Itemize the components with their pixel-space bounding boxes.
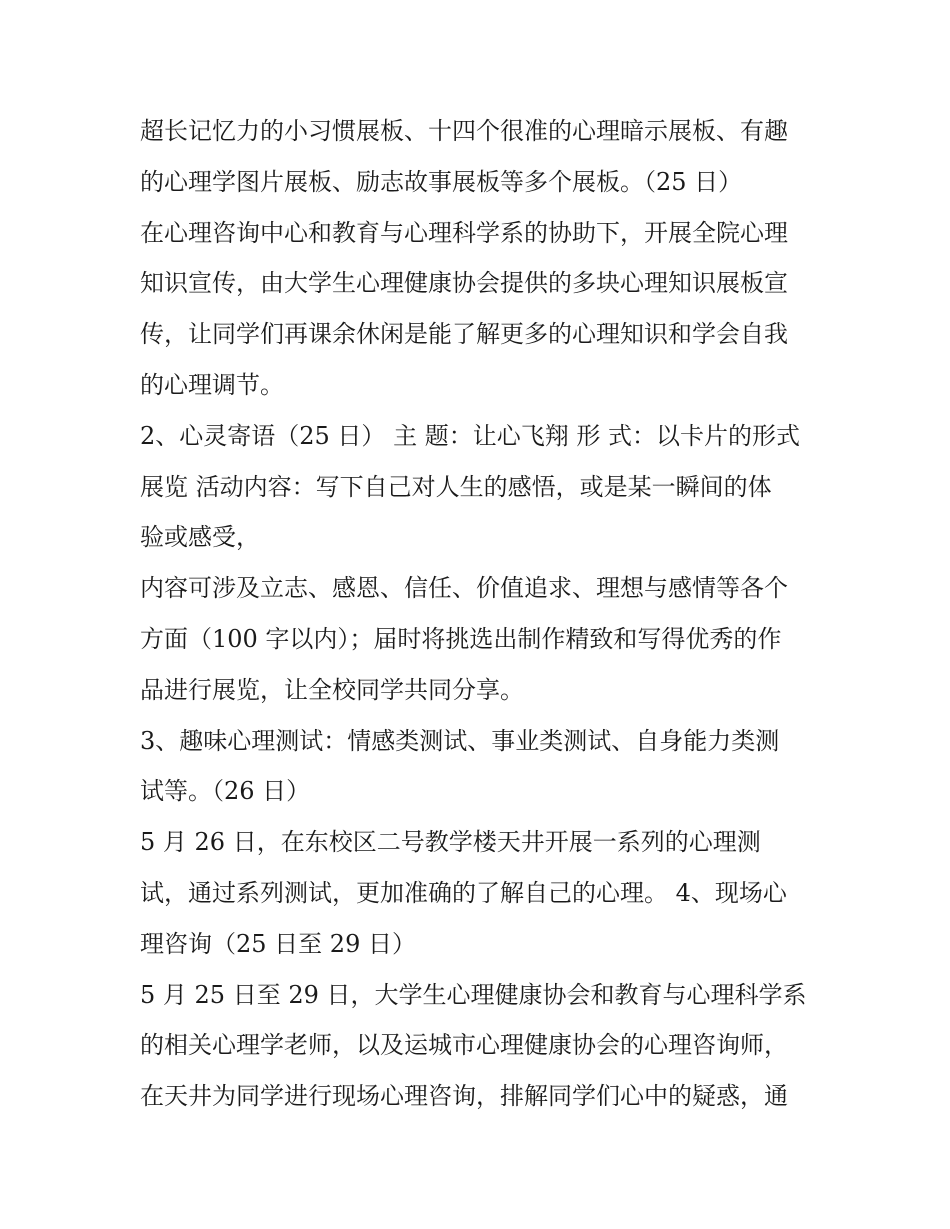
text-line: 方面（100 字以内）；届时将挑选出制作精致和写得优秀的作 — [140, 624, 782, 653]
text-line: 理咨询（25 日至 29 日） — [140, 929, 416, 958]
document-body — [140, 106, 820, 1122]
text-line: 的相关心理学老师，以及运城市心理健康协会的心理咨询师， — [140, 1031, 788, 1060]
text-line: 5 月 25 日至 29 日，大学生心理健康协会和教育与心理科学系 — [140, 980, 807, 1009]
text-line: 3、趣味心理测试：情感类测试、事业类测试、自身能力类测 — [140, 726, 780, 755]
text-line: 知识宣传，由大学生心理健康协会提供的多块心理知识展板宣 — [140, 269, 788, 298]
text-line: 试，通过系列测试，更加准确的了解自己的心理。 4、现场心 — [140, 878, 787, 907]
text-line: 展览 活动内容：写下自己对人生的感悟，或是某一瞬间的体 — [140, 472, 772, 501]
text-line: 在天井为同学进行现场心理咨询，排解同学们心中的疑惑，通 — [140, 1082, 788, 1111]
text-line: 超长记忆力的小习惯展板、十四个很准的心理暗示展板、有趣 — [140, 117, 788, 145]
text-line: 的心理调节。 — [140, 370, 284, 399]
text-line: 验或感受， — [140, 523, 260, 552]
text-line: 品进行展览，让全校同学共同分享。 — [140, 675, 524, 704]
text-line: 在心理咨询中心和教育与心理科学系的协助下，开展全院心理 — [140, 218, 788, 247]
text-line: 5 月 26 日，在东校区二号教学楼天井开展一系列的心理测 — [140, 828, 761, 857]
text-line: 内容可涉及立志、感恩、信任、价值追求、理想与感情等各个 — [140, 574, 788, 603]
text-line: 试等。（26 日） — [140, 777, 311, 806]
text-line: 的心理学图片展板、励志故事展板等多个展板。（25 日） — [140, 167, 743, 196]
text-line: 传，让同学们再课余休闲是能了解更多的心理知识和学会自我 — [140, 320, 788, 349]
text-line: 2、心灵寄语（25 日） 主 题：让心飞翔 形 式：以卡片的形式 — [140, 421, 800, 450]
